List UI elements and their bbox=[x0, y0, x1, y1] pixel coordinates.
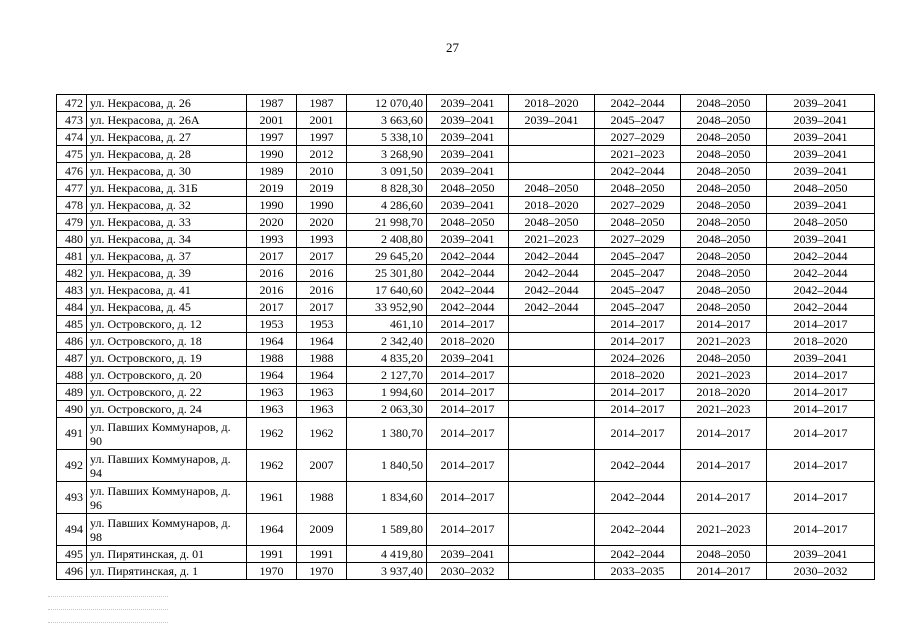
year-built-cell: 1987 bbox=[247, 95, 297, 112]
area-cell: 29 645,20 bbox=[347, 248, 427, 265]
area-cell: 1 840,50 bbox=[347, 450, 427, 482]
year-built-cell: 2019 bbox=[247, 180, 297, 197]
address-cell: ул. Некрасова, д. 34 bbox=[87, 231, 247, 248]
period-cell: 2014–2017 bbox=[427, 418, 509, 450]
period-cell bbox=[509, 384, 595, 401]
year-built-cell: 1953 bbox=[247, 316, 297, 333]
row-number: 487 bbox=[57, 350, 87, 367]
period-cell: 2042–2044 bbox=[595, 163, 681, 180]
period-cell: 2014–2017 bbox=[427, 401, 509, 418]
table-row bbox=[57, 350, 875, 367]
year-built-cell: 1961 bbox=[247, 482, 297, 514]
address-cell: ул. Островского, д. 24 bbox=[87, 401, 247, 418]
period-cell: 2039–2041 bbox=[767, 95, 875, 112]
period-cell: 2014–2017 bbox=[767, 316, 875, 333]
year-built-cell: 1962 bbox=[247, 450, 297, 482]
row-number: 475 bbox=[57, 146, 87, 163]
period-cell: 2042–2044 bbox=[427, 299, 509, 316]
area-cell: 3 091,50 bbox=[347, 163, 427, 180]
row-number: 480 bbox=[57, 231, 87, 248]
period-cell: 2014–2017 bbox=[767, 401, 875, 418]
year-cell: 1988 bbox=[297, 482, 347, 514]
row-number: 472 bbox=[57, 95, 87, 112]
period-cell: 2018–2020 bbox=[767, 333, 875, 350]
area-cell: 2 063,30 bbox=[347, 401, 427, 418]
year-cell: 2016 bbox=[297, 265, 347, 282]
year-cell: 1991 bbox=[297, 546, 347, 563]
period-cell: 2042–2044 bbox=[509, 282, 595, 299]
row-number: 484 bbox=[57, 299, 87, 316]
period-cell: 2039–2041 bbox=[427, 197, 509, 214]
period-cell: 2033–2035 bbox=[595, 563, 681, 580]
period-cell: 2014–2017 bbox=[427, 316, 509, 333]
year-built-cell: 1970 bbox=[247, 563, 297, 580]
period-cell: 2048–2050 bbox=[681, 265, 767, 282]
address-cell: ул. Некрасова, д. 28 bbox=[87, 146, 247, 163]
row-number: 478 bbox=[57, 197, 87, 214]
year-built-cell: 1990 bbox=[247, 146, 297, 163]
year-cell: 2016 bbox=[297, 282, 347, 299]
period-cell: 2045–2047 bbox=[595, 299, 681, 316]
year-built-cell: 1993 bbox=[247, 231, 297, 248]
period-cell: 2021–2023 bbox=[681, 401, 767, 418]
address-cell: ул. Некрасова, д. 31Б bbox=[87, 180, 247, 197]
year-cell: 2012 bbox=[297, 146, 347, 163]
period-cell: 2014–2017 bbox=[681, 563, 767, 580]
address-cell: ул. Островского, д. 19 bbox=[87, 350, 247, 367]
row-number: 489 bbox=[57, 384, 87, 401]
period-cell: 2042–2044 bbox=[595, 514, 681, 546]
year-cell: 1963 bbox=[297, 384, 347, 401]
address-cell: ул. Некрасова, д. 37 bbox=[87, 248, 247, 265]
row-number: 477 bbox=[57, 180, 87, 197]
row-number: 485 bbox=[57, 316, 87, 333]
period-cell: 2014–2017 bbox=[767, 384, 875, 401]
row-number: 494 bbox=[57, 514, 87, 546]
address-cell: ул. Некрасова, д. 32 bbox=[87, 197, 247, 214]
row-number: 482 bbox=[57, 265, 87, 282]
period-cell: 2030–2032 bbox=[767, 563, 875, 580]
period-cell: 2045–2047 bbox=[595, 112, 681, 129]
table-row bbox=[57, 248, 875, 265]
period-cell: 2042–2044 bbox=[509, 248, 595, 265]
period-cell: 2021–2023 bbox=[595, 146, 681, 163]
period-cell: 2039–2041 bbox=[767, 197, 875, 214]
area-cell: 461,10 bbox=[347, 316, 427, 333]
year-cell: 1963 bbox=[297, 401, 347, 418]
period-cell: 2039–2041 bbox=[427, 112, 509, 129]
area-cell: 33 952,90 bbox=[347, 299, 427, 316]
year-built-cell: 2016 bbox=[247, 282, 297, 299]
area-cell: 1 994,60 bbox=[347, 384, 427, 401]
period-cell: 2042–2044 bbox=[767, 299, 875, 316]
period-cell: 2014–2017 bbox=[595, 333, 681, 350]
row-number: 476 bbox=[57, 163, 87, 180]
scan-artifact bbox=[48, 596, 168, 599]
period-cell: 2014–2017 bbox=[427, 450, 509, 482]
address-cell: ул. Пирятинская, д. 1 bbox=[87, 563, 247, 580]
year-built-cell: 2016 bbox=[247, 265, 297, 282]
period-cell: 2048–2050 bbox=[681, 163, 767, 180]
scan-artifact bbox=[48, 622, 168, 625]
table-row bbox=[57, 450, 875, 482]
period-cell: 2048–2050 bbox=[595, 214, 681, 231]
year-cell: 2020 bbox=[297, 214, 347, 231]
address-cell: ул. Некрасова, д. 33 bbox=[87, 214, 247, 231]
scan-artifact bbox=[48, 609, 168, 612]
area-cell: 21 998,70 bbox=[347, 214, 427, 231]
period-cell: 2042–2044 bbox=[509, 265, 595, 282]
period-cell bbox=[509, 367, 595, 384]
period-cell: 2048–2050 bbox=[681, 129, 767, 146]
period-cell: 2021–2023 bbox=[681, 367, 767, 384]
period-cell: 2014–2017 bbox=[681, 482, 767, 514]
table-row bbox=[57, 163, 875, 180]
address-cell: ул. Некрасова, д. 27 bbox=[87, 129, 247, 146]
period-cell: 2045–2047 bbox=[595, 265, 681, 282]
period-cell: 2018–2020 bbox=[509, 197, 595, 214]
year-built-cell: 1962 bbox=[247, 418, 297, 450]
period-cell: 2027–2029 bbox=[595, 197, 681, 214]
table-row bbox=[57, 563, 875, 580]
row-number: 473 bbox=[57, 112, 87, 129]
table-row bbox=[57, 265, 875, 282]
period-cell: 2024–2026 bbox=[595, 350, 681, 367]
address-cell: ул. Пирятинская, д. 01 bbox=[87, 546, 247, 563]
period-cell: 2048–2050 bbox=[681, 112, 767, 129]
period-cell: 2018–2020 bbox=[681, 384, 767, 401]
period-cell: 2048–2050 bbox=[509, 214, 595, 231]
period-cell: 2042–2044 bbox=[767, 282, 875, 299]
year-built-cell: 1963 bbox=[247, 401, 297, 418]
year-built-cell: 2017 bbox=[247, 248, 297, 265]
period-cell bbox=[509, 333, 595, 350]
period-cell bbox=[509, 163, 595, 180]
row-number: 490 bbox=[57, 401, 87, 418]
year-cell: 2001 bbox=[297, 112, 347, 129]
area-cell: 17 640,60 bbox=[347, 282, 427, 299]
period-cell: 2048–2050 bbox=[767, 214, 875, 231]
area-cell: 2 408,80 bbox=[347, 231, 427, 248]
period-cell: 2048–2050 bbox=[595, 180, 681, 197]
year-built-cell: 1964 bbox=[247, 367, 297, 384]
year-cell: 2007 bbox=[297, 450, 347, 482]
period-cell: 2021–2023 bbox=[681, 514, 767, 546]
row-number: 486 bbox=[57, 333, 87, 350]
period-cell: 2039–2041 bbox=[427, 129, 509, 146]
period-cell bbox=[509, 129, 595, 146]
address-cell: ул. Некрасова, д. 45 bbox=[87, 299, 247, 316]
table-row bbox=[57, 401, 875, 418]
period-cell: 2048–2050 bbox=[681, 180, 767, 197]
area-cell: 1 834,60 bbox=[347, 482, 427, 514]
period-cell: 2021–2023 bbox=[509, 231, 595, 248]
period-cell: 2039–2041 bbox=[767, 231, 875, 248]
address-cell: ул. Островского, д. 18 bbox=[87, 333, 247, 350]
table-row bbox=[57, 316, 875, 333]
period-cell: 2018–2020 bbox=[595, 367, 681, 384]
period-cell: 2039–2041 bbox=[427, 231, 509, 248]
address-cell: ул. Павших Коммунаров, д. 90 bbox=[87, 418, 247, 450]
year-cell: 1964 bbox=[297, 333, 347, 350]
address-cell: ул. Некрасова, д. 26А bbox=[87, 112, 247, 129]
period-cell: 2014–2017 bbox=[427, 367, 509, 384]
row-number: 481 bbox=[57, 248, 87, 265]
address-cell: ул. Павших Коммунаров, д. 98 bbox=[87, 514, 247, 546]
address-cell: ул. Островского, д. 20 bbox=[87, 367, 247, 384]
table-row bbox=[57, 418, 875, 450]
year-cell: 1970 bbox=[297, 563, 347, 580]
row-number: 491 bbox=[57, 418, 87, 450]
year-built-cell: 2020 bbox=[247, 214, 297, 231]
period-cell: 2014–2017 bbox=[767, 418, 875, 450]
address-cell: ул. Некрасова, д. 30 bbox=[87, 163, 247, 180]
period-cell bbox=[509, 316, 595, 333]
table-row bbox=[57, 299, 875, 316]
table-row bbox=[57, 514, 875, 546]
page-number: 27 bbox=[446, 40, 459, 55]
period-cell: 2048–2050 bbox=[767, 180, 875, 197]
period-cell: 2014–2017 bbox=[595, 316, 681, 333]
period-cell: 2018–2020 bbox=[509, 95, 595, 112]
address-cell: ул. Островского, д. 12 bbox=[87, 316, 247, 333]
year-cell: 2017 bbox=[297, 299, 347, 316]
period-cell: 2048–2050 bbox=[681, 546, 767, 563]
period-cell: 2048–2050 bbox=[681, 282, 767, 299]
table-row bbox=[57, 546, 875, 563]
area-cell: 2 127,70 bbox=[347, 367, 427, 384]
year-built-cell: 1989 bbox=[247, 163, 297, 180]
period-cell: 2014–2017 bbox=[767, 482, 875, 514]
period-cell: 2014–2017 bbox=[595, 401, 681, 418]
period-cell bbox=[509, 401, 595, 418]
area-cell: 4 835,20 bbox=[347, 350, 427, 367]
row-number: 479 bbox=[57, 214, 87, 231]
period-cell bbox=[509, 450, 595, 482]
period-cell: 2014–2017 bbox=[427, 384, 509, 401]
year-cell: 1988 bbox=[297, 350, 347, 367]
period-cell bbox=[509, 546, 595, 563]
period-cell: 2039–2041 bbox=[767, 146, 875, 163]
period-cell: 2039–2041 bbox=[767, 163, 875, 180]
year-cell: 1962 bbox=[297, 418, 347, 450]
year-cell: 1997 bbox=[297, 129, 347, 146]
table-row bbox=[57, 282, 875, 299]
period-cell: 2042–2044 bbox=[595, 482, 681, 514]
address-cell: ул. Некрасова, д. 26 bbox=[87, 95, 247, 112]
period-cell: 2014–2017 bbox=[767, 367, 875, 384]
period-cell: 2014–2017 bbox=[427, 514, 509, 546]
year-cell: 2017 bbox=[297, 248, 347, 265]
year-built-cell: 1964 bbox=[247, 333, 297, 350]
year-built-cell: 1997 bbox=[247, 129, 297, 146]
table-row bbox=[57, 146, 875, 163]
year-built-cell: 2017 bbox=[247, 299, 297, 316]
year-built-cell: 2001 bbox=[247, 112, 297, 129]
period-cell: 2039–2041 bbox=[427, 546, 509, 563]
period-cell: 2039–2041 bbox=[427, 95, 509, 112]
year-cell: 2009 bbox=[297, 514, 347, 546]
period-cell: 2048–2050 bbox=[509, 180, 595, 197]
period-cell: 2042–2044 bbox=[509, 299, 595, 316]
address-cell: ул. Павших Коммунаров, д. 96 bbox=[87, 482, 247, 514]
period-cell: 2027–2029 bbox=[595, 129, 681, 146]
year-built-cell: 1991 bbox=[247, 546, 297, 563]
area-cell: 1 589,80 bbox=[347, 514, 427, 546]
period-cell: 2014–2017 bbox=[595, 384, 681, 401]
row-number: 495 bbox=[57, 546, 87, 563]
row-number: 474 bbox=[57, 129, 87, 146]
period-cell: 2014–2017 bbox=[681, 418, 767, 450]
area-cell: 2 342,40 bbox=[347, 333, 427, 350]
table-row bbox=[57, 129, 875, 146]
area-cell: 3 663,60 bbox=[347, 112, 427, 129]
period-cell: 2048–2050 bbox=[681, 146, 767, 163]
year-built-cell: 1990 bbox=[247, 197, 297, 214]
period-cell: 2045–2047 bbox=[595, 248, 681, 265]
period-cell: 2014–2017 bbox=[681, 316, 767, 333]
period-cell bbox=[509, 350, 595, 367]
table-body bbox=[57, 95, 875, 580]
year-cell: 1953 bbox=[297, 316, 347, 333]
area-cell: 3 937,40 bbox=[347, 563, 427, 580]
period-cell: 2039–2041 bbox=[767, 350, 875, 367]
row-number: 493 bbox=[57, 482, 87, 514]
year-built-cell: 1964 bbox=[247, 514, 297, 546]
year-cell: 2019 bbox=[297, 180, 347, 197]
period-cell: 2039–2041 bbox=[427, 163, 509, 180]
period-cell: 2039–2041 bbox=[427, 350, 509, 367]
period-cell: 2045–2047 bbox=[595, 282, 681, 299]
period-cell: 2048–2050 bbox=[681, 95, 767, 112]
period-cell: 2014–2017 bbox=[767, 514, 875, 546]
area-cell: 5 338,10 bbox=[347, 129, 427, 146]
period-cell: 2039–2041 bbox=[767, 129, 875, 146]
area-cell: 8 828,30 bbox=[347, 180, 427, 197]
table-row bbox=[57, 112, 875, 129]
area-cell: 1 380,70 bbox=[347, 418, 427, 450]
table-row bbox=[57, 231, 875, 248]
period-cell: 2018–2020 bbox=[427, 333, 509, 350]
period-cell: 2048–2050 bbox=[681, 231, 767, 248]
period-cell bbox=[509, 146, 595, 163]
period-cell: 2042–2044 bbox=[427, 248, 509, 265]
period-cell: 2048–2050 bbox=[681, 248, 767, 265]
period-cell: 2014–2017 bbox=[681, 450, 767, 482]
period-cell: 2027–2029 bbox=[595, 231, 681, 248]
period-cell: 2021–2023 bbox=[681, 333, 767, 350]
address-cell: ул. Павших Коммунаров, д. 94 bbox=[87, 450, 247, 482]
period-cell: 2039–2041 bbox=[767, 546, 875, 563]
period-cell: 2048–2050 bbox=[427, 214, 509, 231]
table-row bbox=[57, 197, 875, 214]
area-cell: 4 419,80 bbox=[347, 546, 427, 563]
row-number: 488 bbox=[57, 367, 87, 384]
year-cell: 2010 bbox=[297, 163, 347, 180]
period-cell: 2042–2044 bbox=[427, 265, 509, 282]
row-number: 483 bbox=[57, 282, 87, 299]
area-cell: 12 070,40 bbox=[347, 95, 427, 112]
row-number: 496 bbox=[57, 563, 87, 580]
period-cell: 2048–2050 bbox=[681, 299, 767, 316]
year-cell: 1964 bbox=[297, 367, 347, 384]
area-cell: 4 286,60 bbox=[347, 197, 427, 214]
period-cell: 2042–2044 bbox=[767, 265, 875, 282]
area-cell: 3 268,90 bbox=[347, 146, 427, 163]
year-cell: 1990 bbox=[297, 197, 347, 214]
period-cell: 2048–2050 bbox=[681, 197, 767, 214]
year-built-cell: 1988 bbox=[247, 350, 297, 367]
period-cell: 2042–2044 bbox=[595, 546, 681, 563]
period-cell bbox=[509, 563, 595, 580]
year-cell: 1993 bbox=[297, 231, 347, 248]
year-built-cell: 1963 bbox=[247, 384, 297, 401]
address-cell: ул. Некрасова, д. 41 bbox=[87, 282, 247, 299]
period-cell bbox=[509, 418, 595, 450]
period-cell: 2014–2017 bbox=[767, 450, 875, 482]
period-cell: 2042–2044 bbox=[595, 95, 681, 112]
period-cell: 2048–2050 bbox=[681, 350, 767, 367]
table-row bbox=[57, 482, 875, 514]
row-number: 492 bbox=[57, 450, 87, 482]
table-row bbox=[57, 333, 875, 350]
table-row bbox=[57, 367, 875, 384]
period-cell: 2014–2017 bbox=[595, 418, 681, 450]
period-cell: 2014–2017 bbox=[427, 482, 509, 514]
table-row bbox=[57, 214, 875, 231]
period-cell: 2042–2044 bbox=[595, 450, 681, 482]
address-cell: ул. Некрасова, д. 39 bbox=[87, 265, 247, 282]
period-cell: 2042–2044 bbox=[427, 282, 509, 299]
address-cell: ул. Островского, д. 22 bbox=[87, 384, 247, 401]
area-cell: 25 301,80 bbox=[347, 265, 427, 282]
period-cell: 2030–2032 bbox=[427, 563, 509, 580]
table-row bbox=[57, 95, 875, 112]
period-cell bbox=[509, 482, 595, 514]
period-cell: 2048–2050 bbox=[427, 180, 509, 197]
period-cell: 2048–2050 bbox=[681, 214, 767, 231]
period-cell bbox=[509, 514, 595, 546]
period-cell: 2039–2041 bbox=[767, 112, 875, 129]
period-cell: 2042–2044 bbox=[767, 248, 875, 265]
year-cell: 1987 bbox=[297, 95, 347, 112]
period-cell: 2039–2041 bbox=[509, 112, 595, 129]
period-cell: 2039–2041 bbox=[427, 146, 509, 163]
table-row bbox=[57, 384, 875, 401]
table-row bbox=[57, 180, 875, 197]
housing-registry-table bbox=[56, 94, 875, 580]
